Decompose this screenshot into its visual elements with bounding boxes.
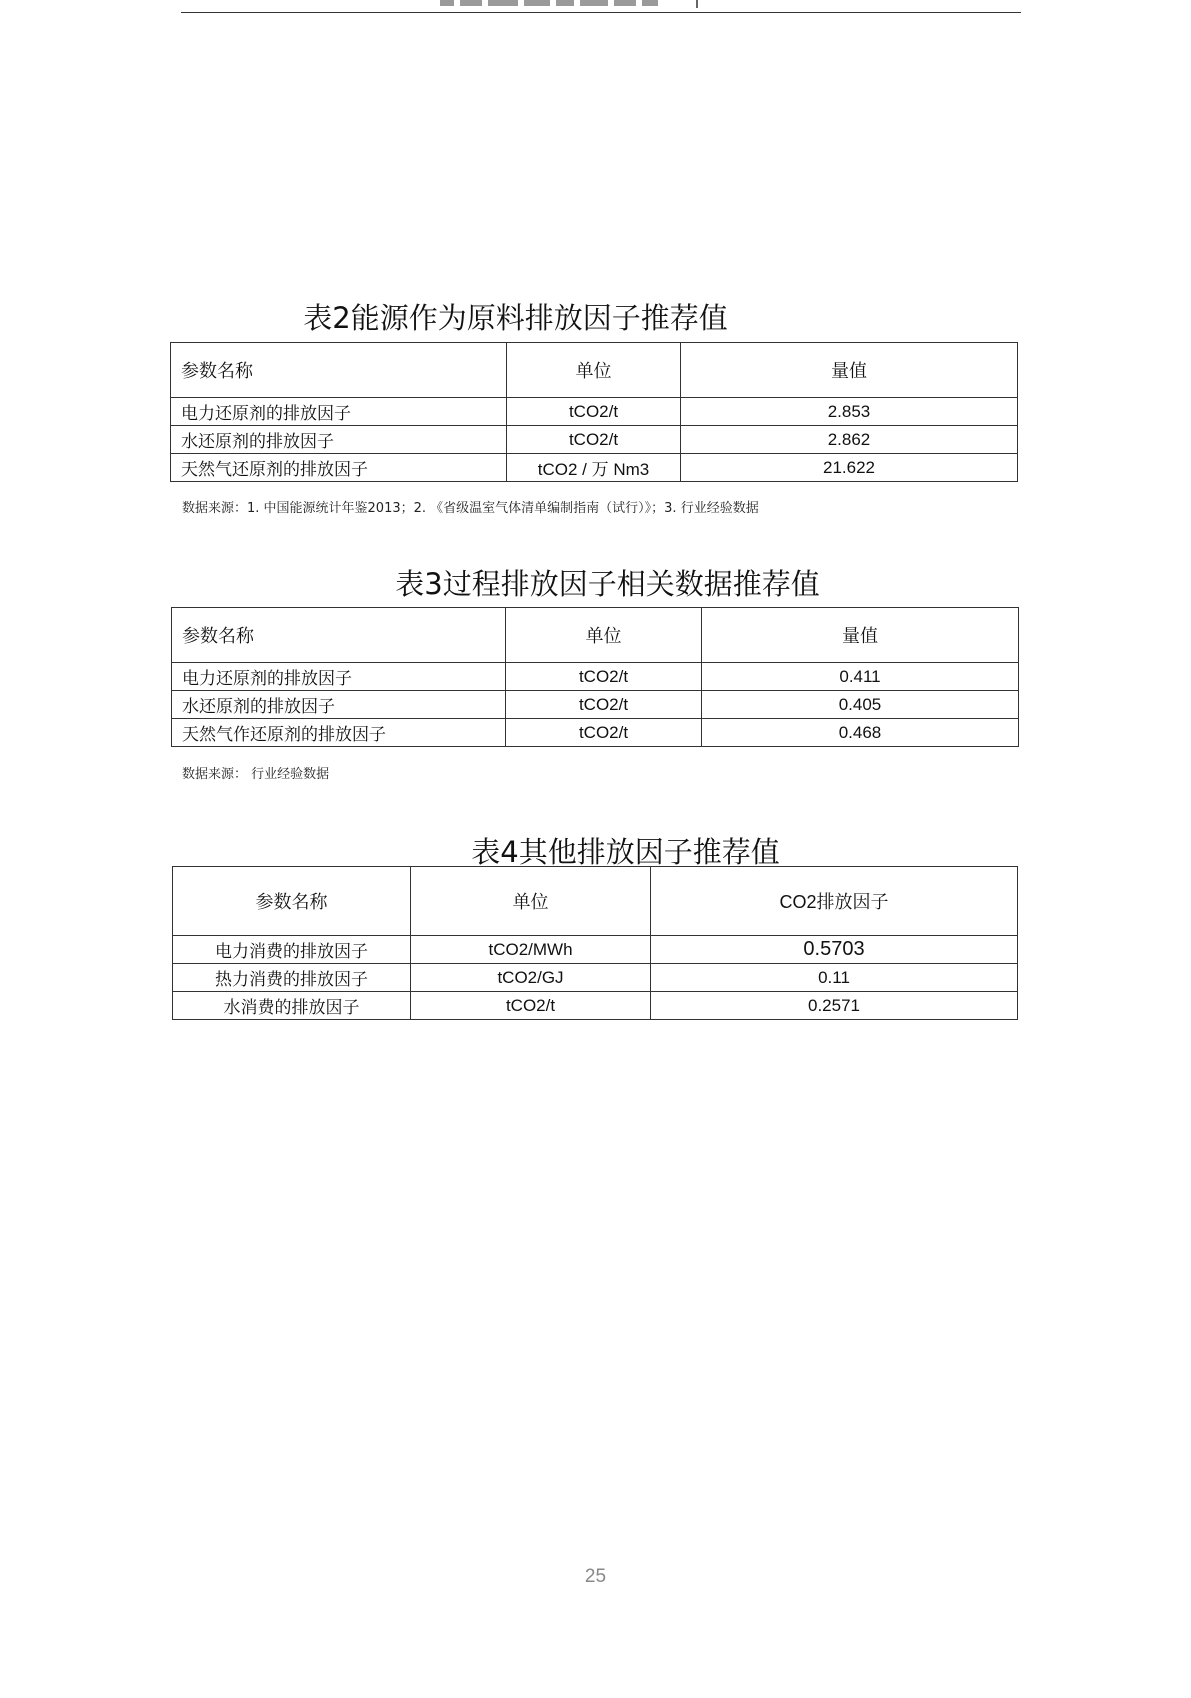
value-cell: 21.622 [681, 454, 1018, 482]
table3-source-note: 数据来源： 行业经验数据 [182, 767, 330, 782]
column-header-param-name: 参数名称 [173, 867, 411, 936]
column-header-param-name: 参数名称 [171, 343, 507, 398]
table4 [172, 866, 1018, 1020]
unit-cell: tCO2/t [411, 992, 651, 1020]
unit-cell: tCO2/t [507, 398, 681, 426]
unit-cell: tCO2/MWh [411, 936, 651, 964]
table-row [172, 719, 1019, 747]
value-cell: 2.862 [681, 426, 1018, 454]
table4-title: 表4其他排放因子推荐值 [471, 835, 780, 869]
header-text-cropped [440, 0, 700, 8]
table-row [171, 398, 1018, 426]
value-cell: 0.11 [651, 964, 1018, 992]
table-row [173, 936, 1018, 964]
param-name-cell: 水消费的排放因子 [173, 992, 411, 1020]
param-name-cell: 热力消费的排放因子 [173, 964, 411, 992]
param-name-cell: 水还原剂的排放因子 [172, 691, 506, 719]
table3 [171, 607, 1019, 747]
value-cell: 0.468 [702, 719, 1019, 747]
table-row [172, 663, 1019, 691]
table-row [173, 992, 1018, 1020]
column-header-unit: 单位 [506, 608, 702, 663]
column-header-value: 量值 [681, 343, 1018, 398]
unit-cell: tCO2/t [506, 663, 702, 691]
column-header-param-name: 参数名称 [172, 608, 506, 663]
unit-cell: tCO2/GJ [411, 964, 651, 992]
table3-title: 表3过程排放因子相关数据推荐值 [395, 567, 820, 601]
value-cell: 0.2571 [651, 992, 1018, 1020]
column-header-value: 量值 [702, 608, 1019, 663]
unit-cell: tCO2/t [506, 691, 702, 719]
param-name-cell: 电力还原剂的排放因子 [171, 398, 507, 426]
unit-cell: tCO2/t [506, 719, 702, 747]
param-name-cell: 水还原剂的排放因子 [171, 426, 507, 454]
column-header-co2-factor: CO2排放因子 [651, 867, 1018, 936]
table2-title: 表2能源作为原料排放因子推荐值 [303, 301, 728, 335]
param-name-cell: 天然气还原剂的排放因子 [171, 454, 507, 482]
table-row [172, 691, 1019, 719]
table-row [171, 454, 1018, 482]
param-name-cell: 天然气作还原剂的排放因子 [172, 719, 506, 747]
table-row [173, 964, 1018, 992]
param-name-cell: 电力消费的排放因子 [173, 936, 411, 964]
unit-cell: tCO2/t [507, 426, 681, 454]
header-rule [181, 12, 1021, 13]
param-name-cell: 电力还原剂的排放因子 [172, 663, 506, 691]
page-number: 25 [584, 1566, 607, 1587]
unit-cell: tCO2 / 万 Nm3 [507, 454, 681, 482]
table2-header-row [171, 343, 1018, 398]
table2 [170, 342, 1018, 482]
table-row [171, 426, 1018, 454]
table2-source-note: 数据来源：1. 中国能源统计年鉴2013；2. 《省级温室气体清单编制指南（试行）》；3. 行业经验数据 [182, 501, 759, 516]
value-cell: 2.853 [681, 398, 1018, 426]
table3-header-row [172, 608, 1019, 663]
column-header-unit: 单位 [507, 343, 681, 398]
value-cell: 0.411 [702, 663, 1019, 691]
table4-header-row [173, 867, 1018, 936]
column-header-unit: 单位 [411, 867, 651, 936]
value-cell: 0.5703 [651, 936, 1018, 964]
value-cell: 0.405 [702, 691, 1019, 719]
